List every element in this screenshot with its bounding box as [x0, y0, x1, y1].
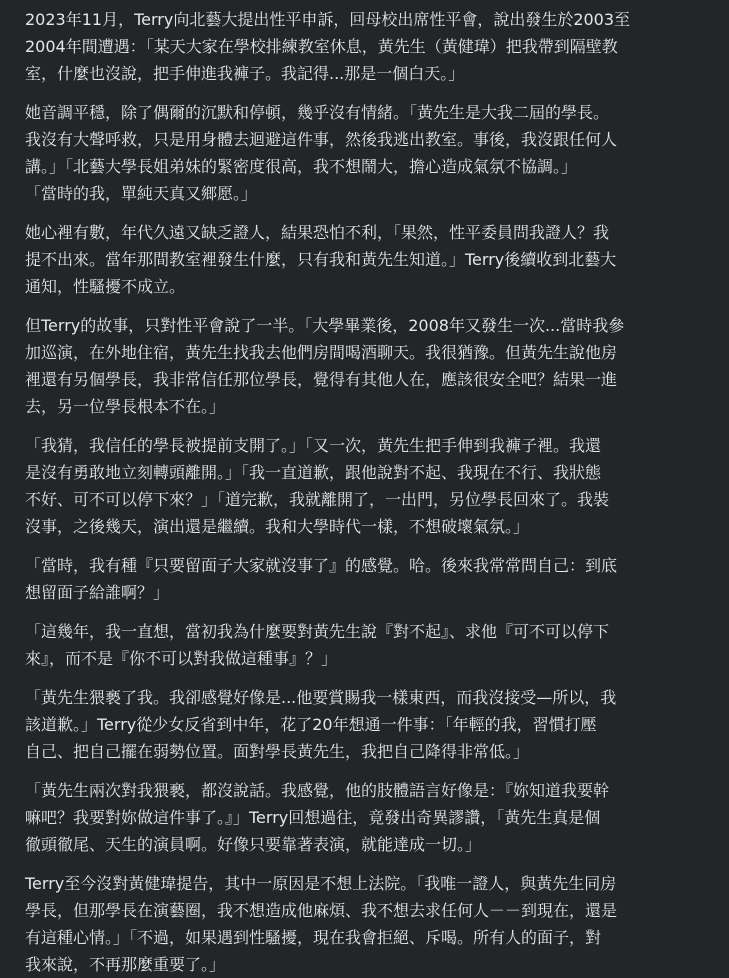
paragraph-line: 來』，而不是『你不可以對我做這種事』？」 [25, 649, 338, 668]
paragraph-line: 徹頭徹尾、天生的演員啊。好像只要靠著表演，就能達成一切。」 [25, 835, 482, 854]
paragraph-line: 沒事，之後幾天，演出還是繼續。我和大學時代一樣，不想破壞氣氛。」 [25, 517, 530, 536]
paragraph-line: 通知，性騷擾不成立。 [25, 277, 186, 296]
post-paragraph [25, 432, 717, 540]
paragraph-line: 「黃先生兩次對我猥褻，都沒說話。我感覺，他的肢體語言好像是：『妳知道我要幹 [25, 781, 610, 800]
paragraph-line: 裡還有另個學長，我非常信任那位學長，覺得有其他人在，應該很安全吧？結果一進 [25, 370, 618, 389]
post-paragraph [25, 219, 717, 300]
paragraph-line: Terry至今沒對黃健瑋提告，其中一原因是不想上法院。「我唯一證人，與黃先生同房 [25, 874, 617, 893]
post-paragraph [25, 870, 717, 978]
paragraph-line: 室，什麼也沒說，把手伸進我褲子。我記得...那是一個白天。」 [25, 64, 465, 83]
paragraph-line: 該道歉。」Terry從少女反省到中年，花了20年想通一件事：「年輕的我，習慣打壓 [25, 715, 597, 734]
post-paragraph [25, 684, 717, 765]
paragraph-line: 去，另一位學長根本不在。」 [25, 397, 226, 416]
post-paragraph [25, 99, 717, 207]
paragraph-line: 2023年11月，Terry向北藝大提出性平申訴，回母校出席性平會，說出發生於2003至 [25, 10, 631, 29]
paragraph-line: 「黃先生猥褻了我。我卻感覺好像是...他要賞賜我一樣東西，而我沒接受—所以，我 [25, 688, 617, 707]
post-paragraph [25, 777, 717, 858]
paragraph-line: 想留面子給誰啊？」 [25, 583, 170, 602]
post-paragraph [25, 6, 717, 87]
paragraph-line: 我來說，不再那麼重要了。」 [25, 955, 226, 974]
paragraph-line: 講。」「北藝大學長姐弟妹的緊密度很高，我不想鬧大，擔心造成氣氛不協調。」 [25, 157, 578, 176]
paragraph-line: 但Terry的故事，只對性平會說了一半。「大學畢業後，2008年又發生一次...當時我參 [25, 316, 625, 335]
paragraph-line: 「當時，我有種『只要留面子大家就沒事了』的感覺。哈。後來我常常問自己：到底 [25, 556, 618, 575]
paragraph-line: 有這種心情。」「不過，如果遇到性騷擾，現在我會拒絕、斥喝。所有人的面子，對 [25, 928, 602, 947]
paragraph-line: 「當時的我，單純天真又鄉愿。」 [25, 184, 258, 203]
paragraph-line: 嘛吧？我要對妳做這件事了。』」Terry回想過往，竟發出奇異謬讚，「黃先生真是個 [25, 808, 601, 827]
paragraph-line: 我沒有大聲呼救，只是用身體去迴避這件事，然後我逃出教室。事後，我沒跟任何人 [25, 130, 618, 149]
paragraph-line: 2004年間遭遇：「某天大家在學校排練教室休息，黃先生（黃健瑋）把我帶到隔壁教 [25, 37, 618, 56]
paragraph-line: 「這幾年，我一直想，當初我為什麼要對黃先生說『對不起』、求他『可不可以停下 [25, 622, 610, 641]
post-paragraph [25, 312, 717, 420]
paragraph-line: 加巡演，在外地住宿，黃先生找我去他們房間喝酒聊天。我很猶豫。但黃先生說他房 [25, 343, 618, 362]
paragraph-line: 她音調平穩，除了偶爾的沉默和停頓，幾乎沒有情緒。「黃先生是大我二屆的學長。 [25, 103, 610, 122]
post-paragraph [25, 618, 717, 672]
post-paragraph [25, 552, 717, 606]
paragraph-line: 是沒有勇敢地立刻轉頭離開。」「我一直道歉，跟他說對不起、我現在不行、我狀態 [25, 463, 602, 482]
paragraph-line: 提不出來。當年那間教室裡發生什麼，只有我和黃先生知道。」Terry後續收到北藝大 [25, 250, 617, 269]
paragraph-line: 自己、把自己擺在弱勢位置。面對學長黃先生，我把自己降得非常低。」 [25, 742, 530, 761]
paragraph-line: 「我猜，我信任的學長被提前支開了。」「又一次，黃先生把手伸到我褲子裡。我還 [25, 436, 602, 455]
paragraph-line: 學長，但那學長在演藝圈，我不想造成他麻煩、我不想去求任何人－－到現在，還是 [25, 901, 618, 920]
paragraph-line: 不好、可不可以停下來？」「道完歉，我就離開了，一出門，另位學長回來了。我裝 [25, 490, 610, 509]
paragraph-line: 她心裡有數，年代久遠又缺乏證人，結果恐怕不利，「果然，性平委員問我證人？我 [25, 223, 610, 242]
